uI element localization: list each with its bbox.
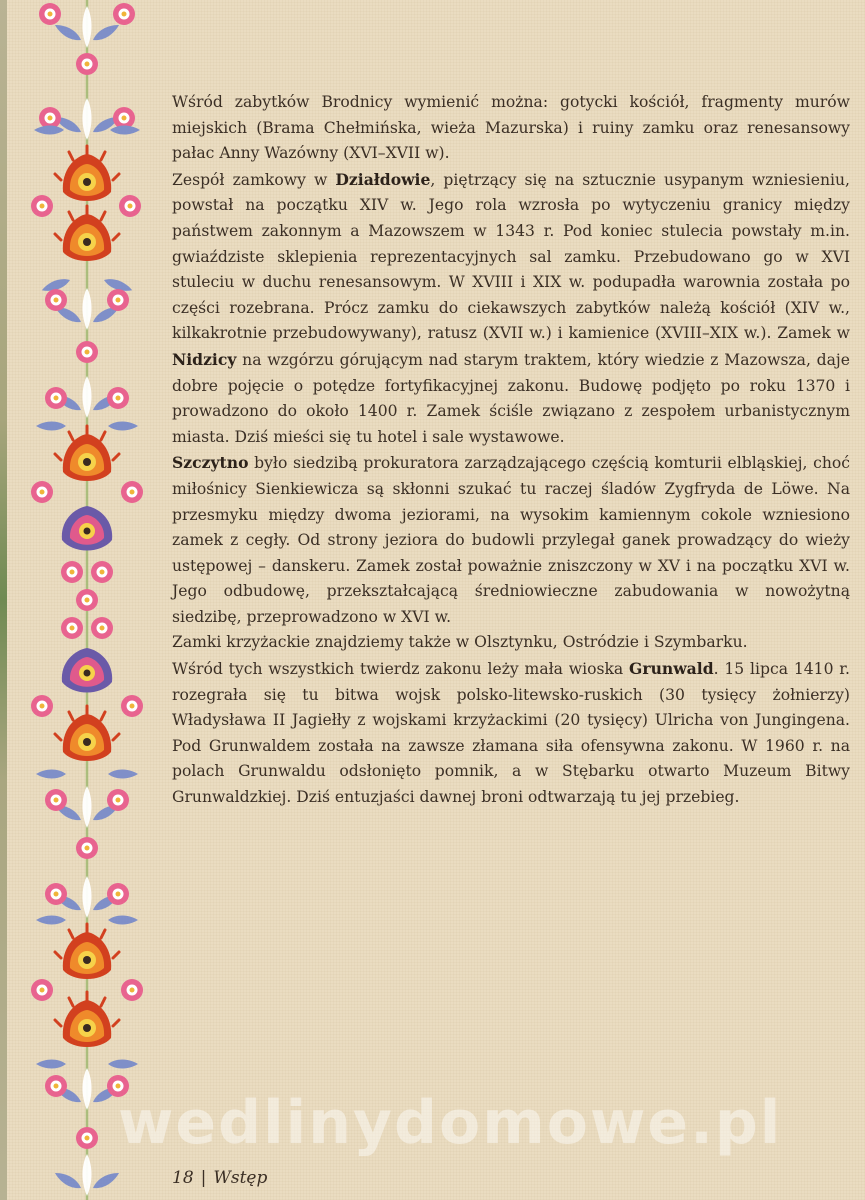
paragraph-szczytno: Szczytno było siedzibą prokuratora zarządzającego częścią komturii elbląskiej, choć miłośnicy Sienkiewicza są skłonni szukać tu raczej śladów Zygfryda de Löwe. Na przesmyku między dwoma jeziorami, na wysokim kamiennym cokole wzniesiono zamek z cegły. Od strony jeziora do budowli przylegał ganek prowadzący do wieży ustępowej – danskeru. Zamek został poważnie zniszczony w XV i na początku XVI w. Jego odbudowę, przekształcającą średniowieczne zabudowania w nowożytną siedzibę, przeprowadzono w XVI w. xyxy=(172,453,850,626)
paragraph-dzialdowo: Zespół zamkowy w Działdowie, piętrzący się na sztucznie usypanym wzniesieniu, powstał na początku XIV w. Jego rola wzrosła po wytyczeniu granicy między państwem zakonnym a Mazowszem w 1343 r. Pod koniec stulecia powstały m.in. gwiaździste sklepienia reprezentacyjnych sal zamku. Przebudowano go w XVI stuleciu w duchu renesansowym. W XVIII i XIX w. podupadła warownia została po części rozebrana. Prócz zamku do ciekawszych zabytków należą kościół (XIV w., kilkakrotnie przebudowywany), ratusz (XVII w.) i kamienice (XVIII–XIX w.). Zamek w Nidzicy na wzgórzu górującym nad starym traktem, który wiedzie z Mazowsza, daje dobre pojęcie o potędze fortyfikacyjnej zakonu. Budowę podjęto po roku 1370 i prowadzono do około 1400 r. Zamek ściśle związano z zespołem urbanistycznym miasta. Dziś mieści się tu hotel i sale wystawowe. xyxy=(172,169,850,446)
section-title: Wstęp xyxy=(213,1168,268,1188)
paragraph-grunwald: Wśród tych wszystkich twierdz zakonu leży mała wioska Grunwald. 15 lipca 1410 r. rozegrała się tu bitwa wojsk polsko-litewsko-ruskich (30 tysięcy żołnierzy) Władysława II Jagiełły z wojskami krzyżackimi (20 tysięcy) Ulricha von Jungingena. Pod Grunwaldem została na zawsze złamana siła ofensywna zakonu. W 1960 r. na polach Grunwaldu odsłonięto pomnik, a w Stębarku otwarto Muzeum Bitwy Grunwaldzkiej. Dziś entuzjaści dawnej broni odtwarzają tu jej przebieg. xyxy=(172,659,850,807)
place-name-dzialdowo: Działdowie xyxy=(335,169,431,189)
folk-flower-border xyxy=(20,0,150,1200)
place-name-szczytno: Szczytno xyxy=(172,453,249,473)
paragraph-brodnica: Wśród zabytków Brodnicy wymienić można: gotycki kościół, fragmenty murów miejskich (Brama Chełmińska, wieża Mazurska) i ruiny zamku oraz renesansowy pałac Anny Wazówny (XVI–XVII w). xyxy=(172,93,850,163)
page-number: 18 xyxy=(172,1168,194,1188)
body-text xyxy=(172,90,850,811)
place-name-grunwald: Grunwald xyxy=(629,659,714,679)
footer-separator: | xyxy=(200,1168,207,1188)
paragraph-other-castles: Zamki krzyżackie znajdziemy także w Olsztynku, Ostródzie i Szymbarku. xyxy=(172,633,748,652)
green-edge-strip xyxy=(0,0,7,1200)
page-footer xyxy=(172,1168,267,1188)
place-name-nidzica: Nidzicy xyxy=(172,349,237,369)
watermark: wedlinydomowe.pl xyxy=(118,1088,783,1158)
